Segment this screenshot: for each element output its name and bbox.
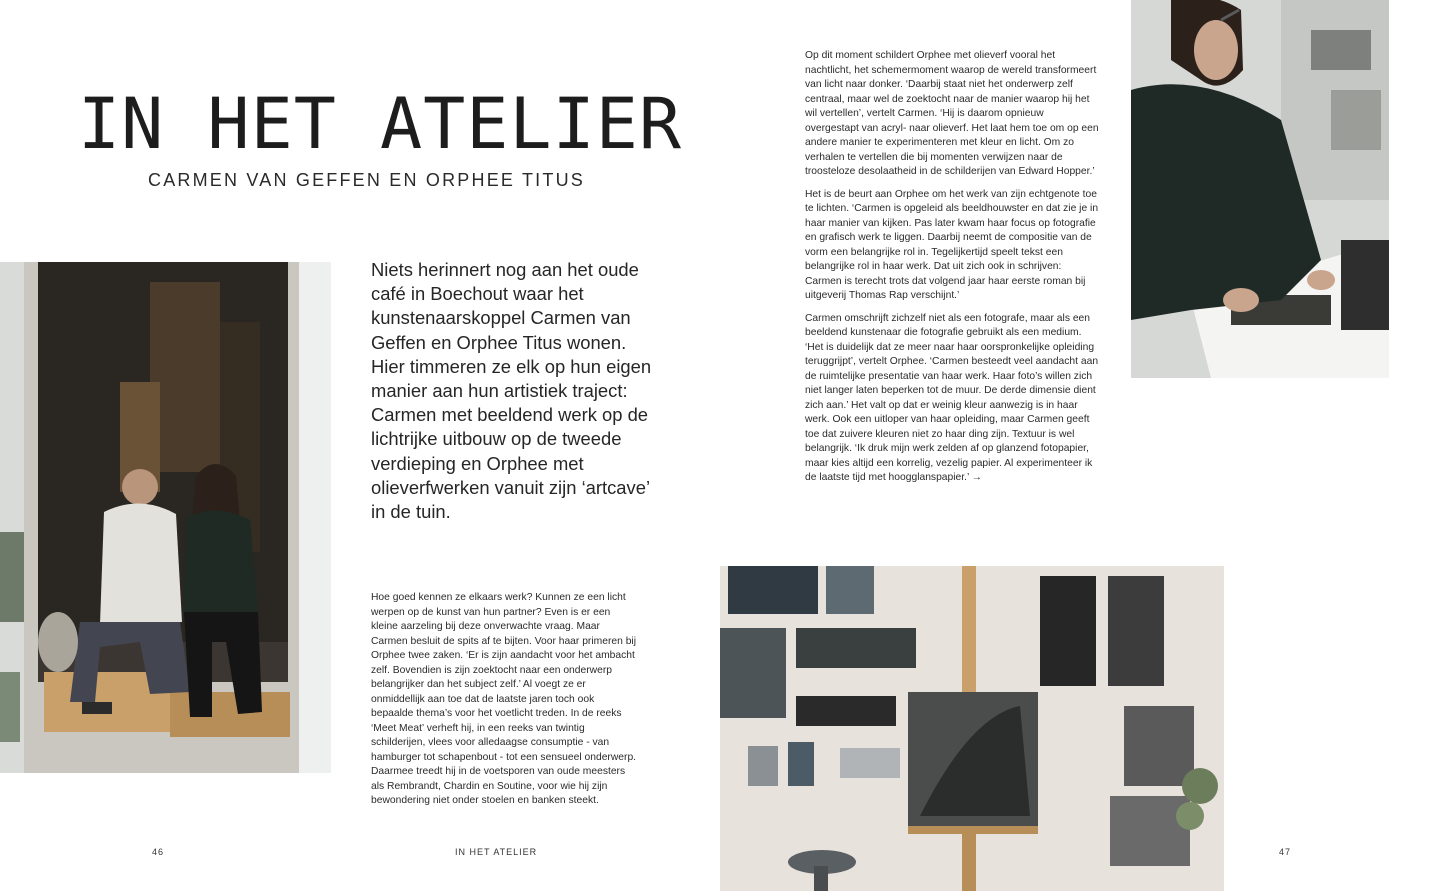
artist-drawing-photo bbox=[1131, 0, 1389, 378]
page-number-left: 46 bbox=[152, 847, 165, 857]
article-title: IN HET ATELIER bbox=[78, 83, 683, 165]
article-subtitle: CARMEN VAN GEFFEN EN ORPHEE TITUS bbox=[148, 170, 585, 190]
running-head: IN HET ATELIER bbox=[455, 847, 538, 857]
body-paragraph: Hoe goed kennen ze elkaars werk? Kunnen ze een licht werpen op de kunst van hun partner? Even is er een kleine aarzeling bij deze onverwachte vraag. Maar Carmen besluit de spits af te bijten. Voor haar primeren bij Orphee twee zaken. ‘Er is zijn aandacht voor het ambacht zelf. Bovendien is zijn zoektocht naar een onderwerp belangrijker dan het subject zelf.’ Al voegt ze er onmiddellijk aan toe dat de laatste jaren toch ook bepaalde thema’s voor het voetlicht treden. In de reeks ‘Meet Meat’ verheft hij, in een reeks van twintig schilderijen, vlees voor alledaagse consumptie - van hamburger tot schapenbout - tot een sensueel onderwerp. Daarmee treedt hij in de voetsporen van oude meesters als Rembrandt, Chardin en Soutine, voor wie hij zijn bewondering niet onder stoelen en banken steekt. bbox=[371, 592, 637, 806]
lead-paragraph: Niets herinnert nog aan het oude café in Boechout waar het kunstenaarskoppel Carmen van Geffen en Orphee Titus wonen. Hier timmeren ze elk op hun eigen manier aan hun artistiek traject: Carmen met beeldend werk op de lichtrijke uitbouw op de tweede verdieping en Orphee met olieverfwerken vanuit zijn ‘artcave’ in de tuin. bbox=[371, 259, 652, 523]
body-paragraph: Carmen omschrijft zichzelf niet als een fotografe, maar als een beeldend kunstenaar die fotografie gebruikt als een medium. ‘Het is duidelijk dat ze meer naar haar oorspronkelijke opleiding teruggrijpt’, vertelt Orphee. ‘Carmen besteedt veel aandacht aan de ruimtelijke presentatie van haar werk. Haar foto’s willen zich niet langer laten beperken tot de muur. De derde dimensie dient zich aan.’ Het valt op dat er weinig kleur aanwezig is in haar werk. Ook een uitloper van haar opleiding, maar Carmen geeft toe dat zuivere kleuren niet zo haar ding zijn. Textuur is wel belangrijk. ‘Ik druk mijn werk zelden af op glanzend fotopapier, maar kies altijd een korrelig, vezelig papier. Al experimenteer ik de laatste tijd met hoogglanspapier.’ → bbox=[805, 312, 1099, 483]
page-number-right: 47 bbox=[1279, 847, 1292, 857]
studio-easel-photo bbox=[720, 566, 1224, 891]
couple-portrait-photo bbox=[0, 262, 331, 773]
body-paragraph: Het is de beurt aan Orphee om het werk van zijn echtgenote toe te lichten. ‘Carmen is opgeleid als beeldhouwster en dat zie je in haar manier van kijken. Pas later kwam haar focus op fotografie en grafisch werk te liggen. Daarbij neemt de compositie van de vorm een belangrijke rol in. Tegelijkertijd speelt tekst een belangrijke rol in haar werk. Dat uit zich ook in schrijven: Carmen is terecht trots dat volgend jaar haar eerste roman bij uitgeverij Thomas Rap verschijnt.’ bbox=[805, 188, 1099, 301]
body-paragraph: Op dit moment schildert Orphee met olieverf vooral het nachtlicht, het schemermoment waarop de wereld transformeert van licht naar donker. ‘Daarbij staat niet het onderwerp zelf centraal, maar wel de zoektocht naar de manier waarop hij het wil vertellen’, vertelt Carmen. ‘Hij is daarom opnieuw overgestapt van acryl- naar olieverf. Het laat hem toe om op een andere manier te experimenteren met kleur en licht. Om zo verhalen te vertellen die bij momenten verwijzen naar de troosteloze desolaatheid in de schilderijen van Edward Hopper.’ bbox=[805, 50, 1099, 177]
left-column-text bbox=[371, 591, 639, 817]
right-column-text bbox=[805, 49, 1099, 494]
